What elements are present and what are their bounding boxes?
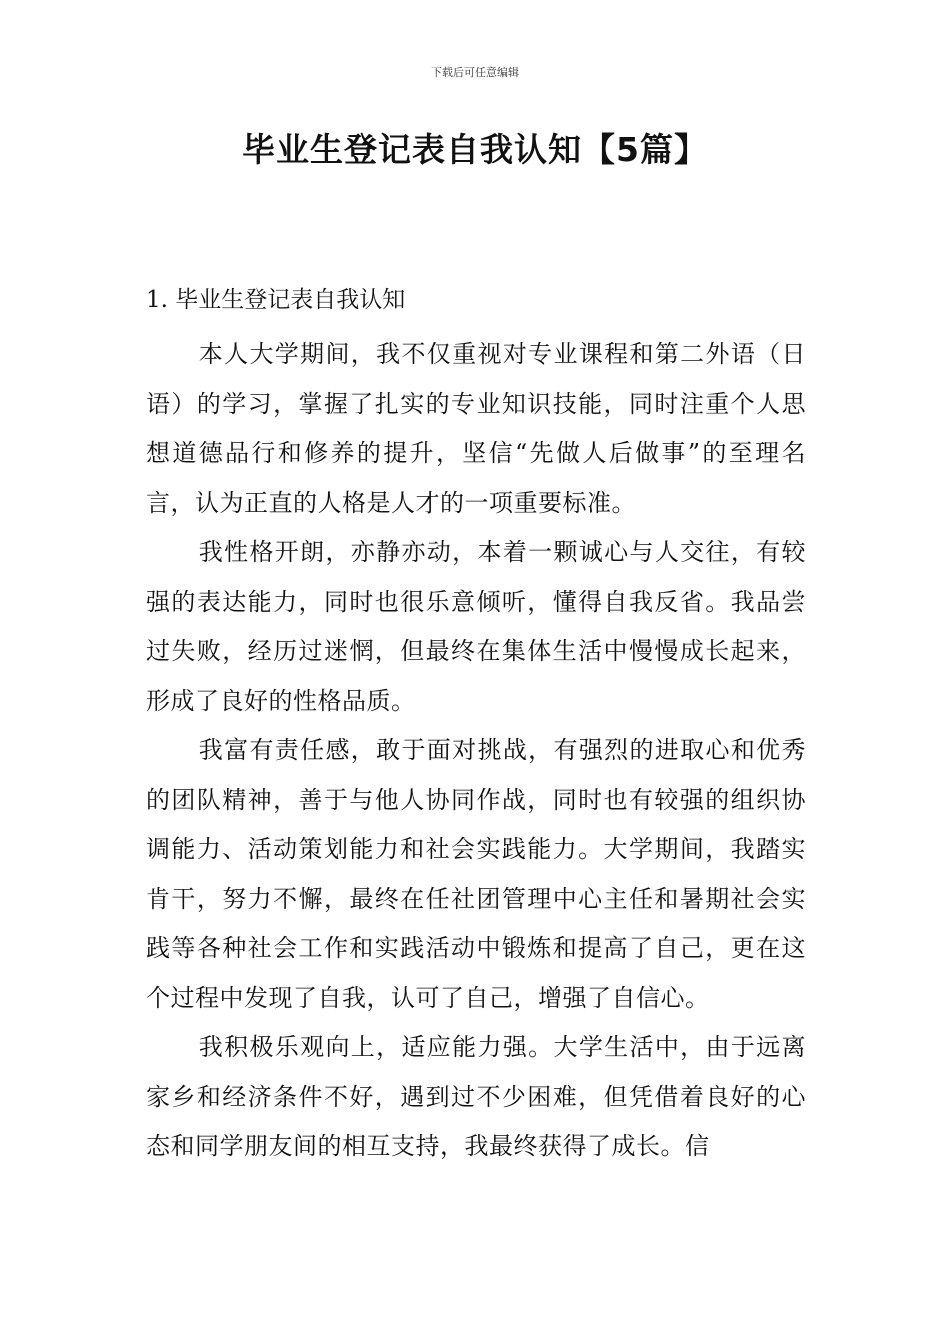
paragraph: 本人大学期间，我不仅重视对专业课程和第二外语（日语）的学习，掌握了扎实的专业知识技能，同时注重个人思想道德品行和修养的提升，坚信“先做人后做事”的至理名言，认为正直的人格是人才的一项重要标准。 xyxy=(146,340,806,517)
header-note: 下载后可任意编辑 xyxy=(431,66,519,79)
document-title: 毕业生登记表自我认知【5篇】 xyxy=(242,130,708,169)
paragraph: 我性格开朗，亦静亦动，本着一颗诚心与人交往，有较强的表达能力，同时也很乐意倾听，懂得自我反省。我品尝过失败，经历过迷惘，但最终在集体生活中慢慢成长起来，形成了良好的性格品质。 xyxy=(146,538,806,715)
section-heading: 1. 毕业生登记表自我认知 xyxy=(146,287,406,313)
paragraph: 我富有责任感，敢于面对挑战，有强烈的进取心和优秀的团队精神，善于与他人协同作战，同时也有较强的组织协调能力、活动策划能力和社会实践能力。大学期间，我踏实肯干，努力不懈，最终在任社团管理中心主任和暑期社会实践等各种社会工作和实践活动中锻炼和提高了自己，更在这个过程中发现了自我，认可了自己，增强了自信心。 xyxy=(146,736,806,1012)
section-body xyxy=(146,330,806,1172)
paragraph: 我积极乐观向上，适应能力强。大学生活中，由于远离家乡和经济条件不好，遇到过不少困难，但凭借着良好的心态和同学朋友间的相互支持，我最终获得了成长。信 xyxy=(146,1033,806,1160)
